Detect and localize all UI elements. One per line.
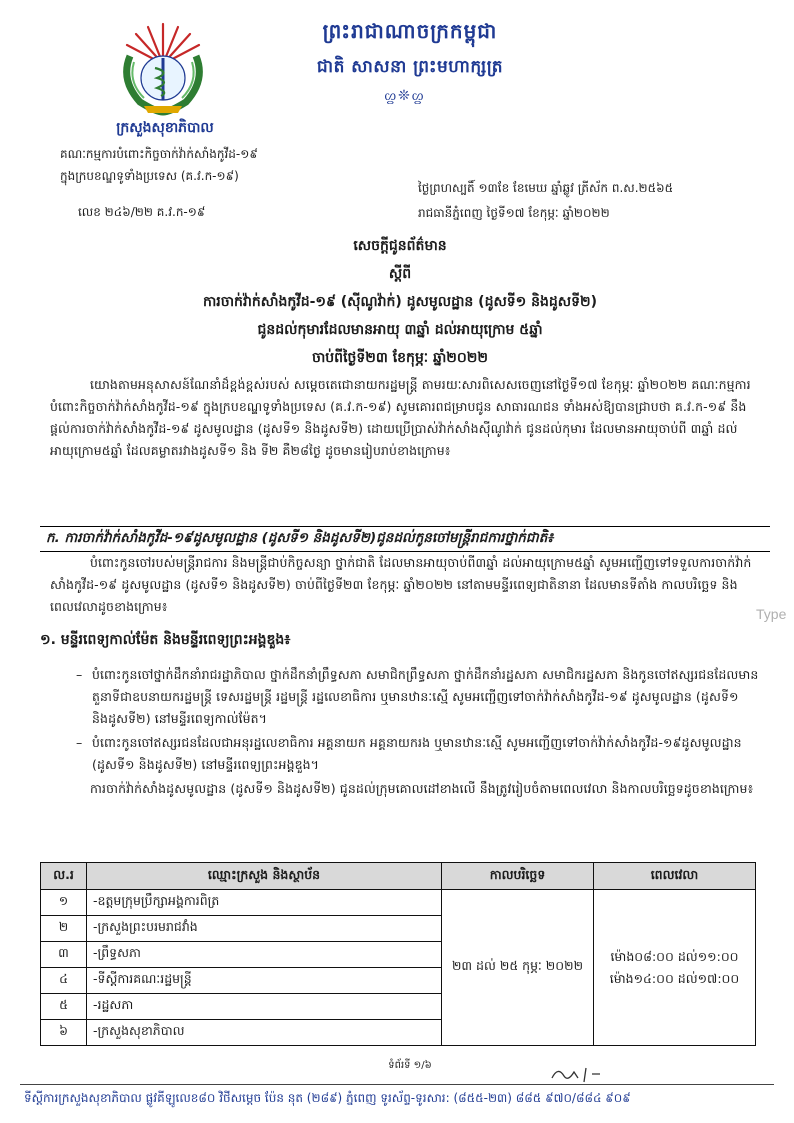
header-ornament: ᦛ❊ᦛ [384,88,426,104]
institution-name: -រដ្ឋសភា [87,994,442,1020]
column-header: ឈ្មោះក្រសួង និងស្ថាប័ន [87,863,442,890]
section-a-paragraph: បំពោះកូនចៅរបស់មន្ត្រីរាជការ និងមន្ត្រីជាប់កិច្ចសន្យា ថ្នាក់ជាតិ ដែលមានអាយុចាប់ពី៣ឆ្នាំ ដល់អាយុក្រោម៥ឆ្នាំ សូមអញ្ជើញទៅទទួលការចាក់វ៉ាក់សាំងកូវីដ-១៩ ដូសមូលដ្ឋាន (ដូសទី១ និងដូសទី២) ចាប់ពីថ្ងៃទី២៣ ខែកុម្ភៈ ឆ្នាំ២០២២ នៅតាមមន្ទីរពេទ្យជាតិនានា ដែលមានទីតាំង កាលបរិច្ឆេទ និងពេលវេលាដូចខាងក្រោម៖ [50,555,752,614]
intro-paragraph: យោងតាមអនុសាសន៍ណែនាំដ៏ខ្ពង់ខ្ពស់របស់ សម្តេចតេជោនាយករដ្ឋមន្ត្រី តាមរយៈសារពិសេសចេញនៅថ្ងៃទី១៧ ខែកុម្ភៈ ឆ្នាំ២០២២ គណៈកម្មការបំពោះកិច្ចចាក់វ៉ាក់សាំងកូវីដ-១៩ ក្នុងក្របខណ្ឌទូទាំងប្រទេស (គ.វ.ក-១៩) សូមគោរពជម្រាបជូន សាធារណជន ទាំងអស់ឱ្យបានជ្រាបថា គ.វ.ក-១៩ នឹងផ្តល់ការចាក់វ៉ាក់សាំងកូវីដ-១៩ ដូសមូលដ្ឋាន (ដូសទី១ និងដូសទី២) ដោយប្រើប្រាស់វ៉ាក់សាំងស៊ីណូវ៉ាក់ ជូនដល់កុមារ ដែលមានអាយុចាប់ពី ៣ឆ្នាំ ដល់អាយុក្រោម៥ឆ្នាំ ដែលគម្លាតរវាងដូសទី១ និង ទី២ គឺ២៨ថ្ងៃ ដូចមានរៀបរាប់ខាងក្រោម៖ [50,377,751,458]
dash-bullet-icon: – [76,667,83,682]
dash-bullet-icon: – [76,735,83,750]
row-number: ៤ [41,968,87,994]
table-header-row [41,863,756,890]
institution-name: -ព្រឹទ្ធសភា [87,942,442,968]
subject-line-2: ជូនដល់កុមារដែលមានអាយុ ៣ឆ្នាំ ដល់អាយុក្រោម ៥ឆ្នាំ [257,322,543,338]
ministry-name: ក្រសួងសុខាភិបាល [116,120,214,136]
row-number: ១ [41,890,87,916]
page-number: ទំព័រទី ១/៦ [388,1060,432,1071]
side-type-label: Type [756,606,787,622]
initials-signature [548,1062,618,1084]
committee-name-line-2: ក្នុងក្របខណ្ឌទូទាំងប្រទេស (គ.វ.ក-១៩) [60,169,239,183]
bullet-text: បំពោះកូនចៅឥស្សរជនដែលជាអនុរដ្ឋលេខាធិការ អគ្គនាយក អគ្គនាយករង ឬមានឋានៈស្មើ សូមអញ្ជើញទៅចាក់វ៉ាក់សាំងកូវីដ-១៩ដូសមូលដ្ឋាន (ដូសទី១ និងដូសទី២) នៅមន្ទីរពេទ្យព្រះអង្គឌួង។ [92,735,742,772]
institution-name: -ទីស្តីការគណៈរដ្ឋមន្ត្រី [87,968,442,994]
lunar-date: ថ្ងៃព្រហស្បតិ៍ ១៣ខែ ខែមេឃ ឆ្នាំឆ្លូវ ត្រីស័ក ព.ស.២៥៦៥ [418,181,674,195]
committee-name-line-1: គណៈកម្មការបំពោះកិច្ចចាក់វ៉ាក់សាំងកូវីដ-១៩ [60,147,258,161]
ministry-of-health-logo [108,18,218,116]
column-header: ពេលវេលា [594,863,756,890]
reference-number: លេខ ២៤៦/២២ គ.វ.ក-១៩ [78,205,206,219]
afternoon-time: ម៉ោង១៤:០០ ដល់១៧:០០ [609,970,740,986]
row-number: ២ [41,916,87,942]
closing-paragraph: ការចាក់វ៉ាក់សាំងដូសមូលដ្ឋាន (ដូសទី១ និងដូសទី២) ជូនដល់ក្រុមគោលដៅខាងលើ នឹងត្រូវរៀបចំតាមពេលវេលា និងកាលបរិច្ឆេទដូចខាងក្រោម៖ [90,781,754,796]
national-motto: ជាតិ សាសនា ព្រះមហាក្សត្រ [316,57,504,77]
institution-name: -ក្រសួងព្រះបរមរាជវាំង [87,916,442,942]
subject-label: ស្តីពី [388,266,412,282]
row-number: ៦ [41,1020,87,1046]
subject-line-3: ចាប់ពីថ្ងៃទី២៣ ខែកុម្ភៈ ឆ្នាំ២០២២ [311,350,489,366]
morning-time: ម៉ោង០៨:០០ ដល់១១:០០ [610,948,739,964]
kingdom-title: ព្រះរាជាណាចក្រកម្ពុជា [322,19,498,43]
subject-line-1: ការចាក់វ៉ាក់សាំងកូវីដ-១៩ (ស៊ីណូវ៉ាក់) ដូសមូលដ្ឋាន (ដូសទី១ និងដូសទី២) [202,294,598,310]
bullet-text: បំពោះកូនចៅថ្នាក់ដឹកនាំរាជរដ្ឋាភិបាល ថ្នាក់ដឹកនាំព្រឹទ្ធសភា សមាជិកព្រឹទ្ធសភា ថ្នាក់ដឹកនាំរដ្ឋសភា សមាជិករដ្ឋសភា និងកូនចៅឥស្សរជនដែលមានតួនាទីជាឧបនាយករដ្ឋមន្ត្រី ទេសរដ្ឋមន្ត្រី រដ្ឋមន្ត្រី រដ្ឋលេខាធិការ ឬមានឋានៈស្មើ សូមអញ្ជើញទៅចាក់វ៉ាក់សាំងកូវីដ-១៩ ដូសមូលដ្ឋាន (ដូសទី១ និងដូសទី២) នៅមន្ទីរពេទ្យកាល់ម៉ែត។ [92,667,759,726]
bullet-item [76,664,764,730]
notice-heading: សេចក្តីជូនព័ត៌មាន [353,238,447,254]
bullet-item [76,732,764,776]
schedule-table [40,862,756,1046]
footer-divider [20,1084,774,1085]
row-number: ៥ [41,994,87,1020]
institution-name: -ឧត្តមក្រុមប្រឹក្សាអង្គការពិត្រ [87,890,442,916]
row-number: ៣ [41,942,87,968]
column-header: ល.រ [41,863,87,890]
solar-date: រាជធានីភ្នំពេញ ថ្ងៃទី១៧ ខែកុម្ភៈ ឆ្នាំ២០២២ [418,206,610,220]
date-range-cell: ២៣ ដល់ ២៥ កុម្ភៈ ២០២២ [442,890,594,1046]
table-row [41,890,756,916]
footer-address: ទីស្តីការក្រសួងសុខាភិបាល ផ្លូវគីឡូលេខ៨០ វិថីសម្តេច ប៉ែន នុត (២៨៩) ភ្នំពេញ ទូរស័ព្ទ-ទូរសារ: (៨៥៥-២៣) ៨៨៥ ៩៧០/៨៨៤ ៩០៩ [24,1091,631,1105]
column-header: កាលបរិច្ឆេទ [442,863,594,890]
section-a-heading: ក. ការចាក់វ៉ាក់សាំងកូវីដ-១៩ដូសមូលដ្ឋាន (ដូសទី១ និងដូសទី២)ជូនដល់កូនចៅមន្ត្រីរាជការថ្នាក់ជាតិ៖ [40,526,770,552]
time-cell [594,890,756,1046]
section-1-heading: ១. មន្ទីរពេទ្យកាល់ម៉ែត និងមន្ទីរពេទ្យព្រះអង្គឌួង៖ [40,632,291,648]
institution-name: -ក្រសួងសុខាភិបាល [87,1020,442,1046]
